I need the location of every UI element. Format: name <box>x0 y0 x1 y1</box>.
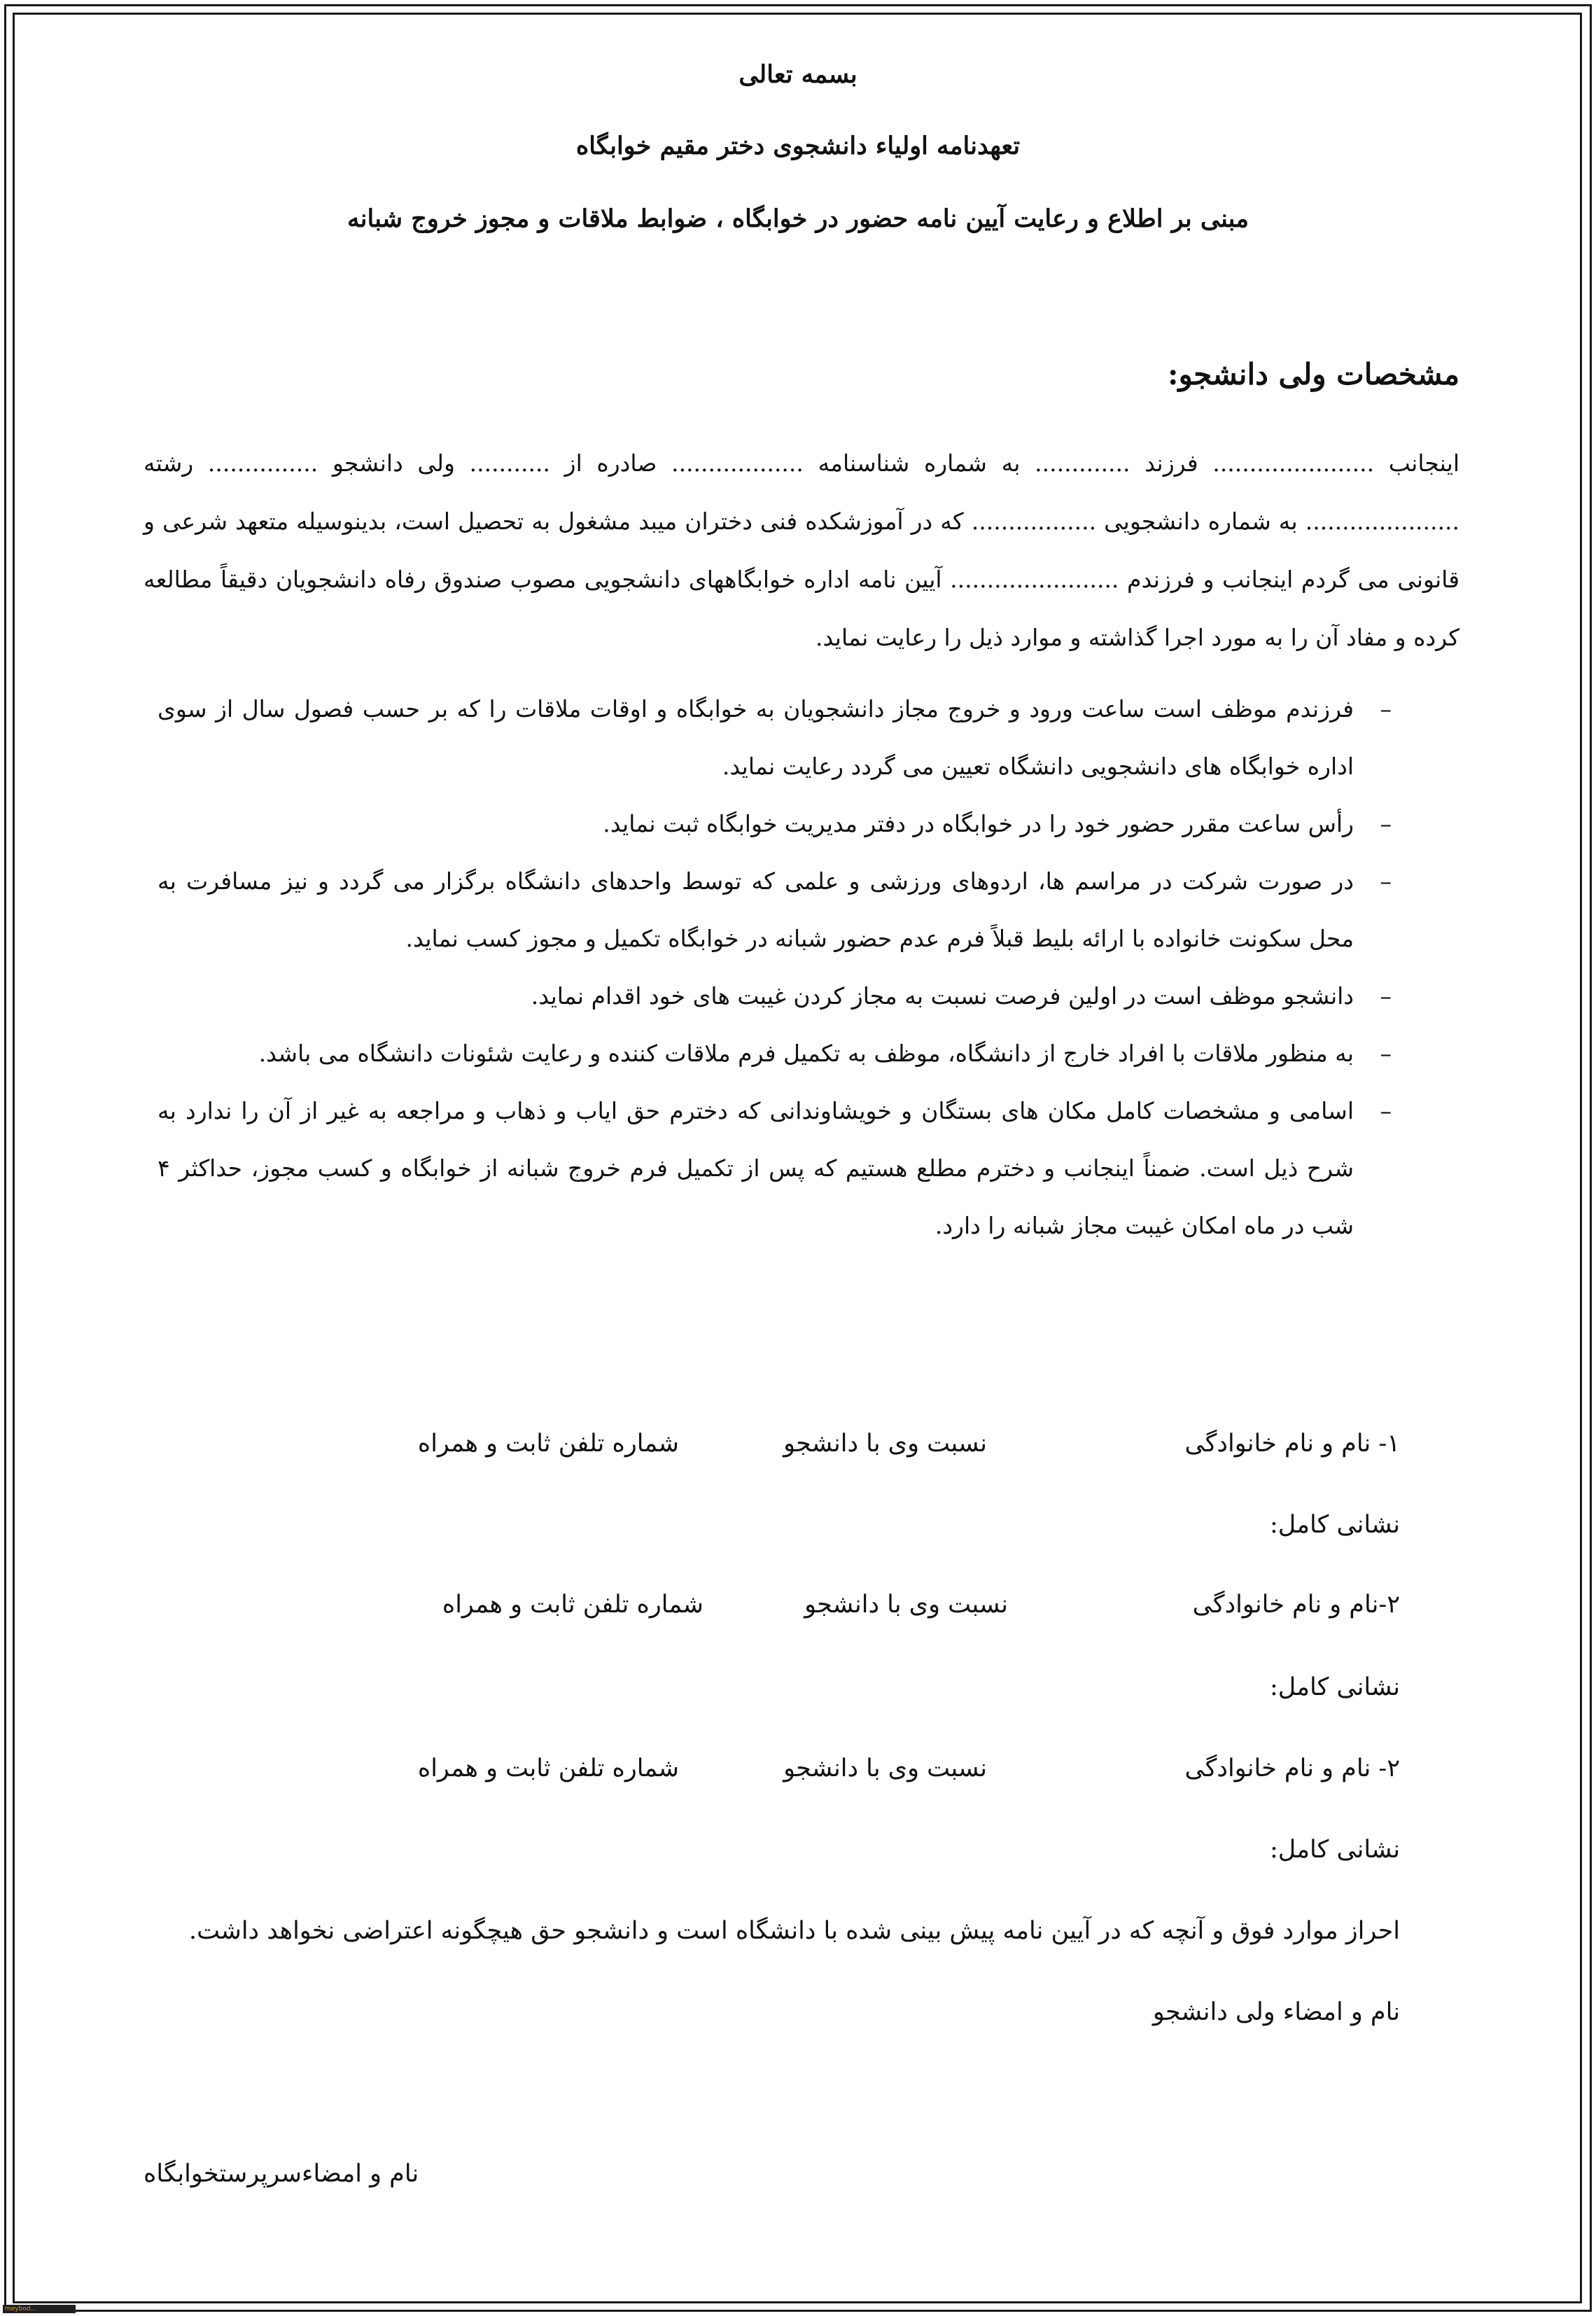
contact-relation-label: نسبت وی با دانشجو <box>783 1430 987 1458</box>
contact-name-label: ۱- نام و نام خانوادگی <box>1184 1430 1400 1458</box>
rule-item <box>158 1082 1392 1255</box>
contact-row <box>224 1430 1400 1472</box>
document-title: تعهدنامه اولیاء دانشجوی دختر مقیم خوابگاه <box>575 132 1021 160</box>
contact-address-label: نشانی کامل: <box>1269 1836 1400 1864</box>
contact-name-label: ۲- نام و نام خانوادگی <box>1184 1755 1400 1783</box>
rule-text: رأس ساعت مقرر حضور خود را در خوابگاه در دفتر مدیریت خوابگاه ثبت نماید. <box>603 810 1354 837</box>
bullet-dash: – <box>1380 810 1392 837</box>
rule-item <box>158 968 1392 1025</box>
contact-phone-label: شماره تلفن ثابت و همراه <box>417 1430 679 1458</box>
bullet-dash: – <box>1380 1040 1392 1067</box>
contact-row <box>224 1755 1400 1797</box>
bullet-dash: – <box>1380 982 1392 1010</box>
rule-item <box>158 1025 1392 1082</box>
invocation-heading: بسمه تعالی <box>738 60 858 89</box>
bullet-dash: – <box>1380 695 1392 723</box>
contact-address-label: نشانی کامل: <box>1269 1511 1400 1539</box>
guardian-commitment-paragraph: اینجانب ...................... فرزند ............. به شماره شناسنامه .................. صادره از ........... ولی دانشجو ............... رشته ..................... به شماره دانشجویی ................. که در آموزشکده فنی دختران میبد مشغول به تحصیل است، بدینوسیله متعهد شرعی و قانونی می گردم اینجانب و فرزندم ....................... آیین نامه اداره خوابگاههای دانشجویی مصوب صندوق رفاه دانشجویان دقیقاً مطالعه کرده و مفاد آن را به مورد اجرا گذاشته و موارد ذیل را رعایت نماید. <box>144 449 1460 651</box>
rule-item <box>158 681 1392 795</box>
supervisor-signature-label: نام و امضاءسرپرستخوابگاه <box>144 2160 419 2188</box>
rule-text: دانشجو موظف است در اولین فرصت نسبت به مجاز کردن غیبت های خود اقدام نماید. <box>531 982 1354 1010</box>
contact-phone-label: شماره تلفن ثابت و همراه <box>417 1755 679 1783</box>
rule-item <box>158 853 1392 968</box>
bullet-dash: – <box>1380 1097 1392 1124</box>
rule-text: اسامی و مشخصات کامل مکان های بستگان و خویشاوندانی که دخترم حق ایاب و ذهاب و مراجعه به غیر از آن را ندارد به شرح ذیل است. ضمناً اینجانب و دخترم مطلع هستیم که پس از تکمیل فرم خروج شبانه از خوابگاه و کسب مجوز، حداکثر ۴ شب در ماه امکان غیبت مجاز شبانه را دارد. <box>158 1097 1354 1239</box>
document-subtitle: مبنی بر اطلاع و رعایت آیین نامه حضور در خوابگاه ، ضوابط ملاقات و مجوز خروج شبانه <box>347 204 1249 233</box>
rule-text: در صورت شرکت در مراسم ها، اردوهای ورزشی و علمی که توسط واحدهای دانشگاه برگزار می گردد و نیز مسافرت به محل سکونت خانواده با ارائه بلیط قبلاً فرم عدم حضور شبانه در خوابگاه تکمیل و مجوز کسب نماید. <box>158 867 1354 952</box>
contact-relation-label: نسبت وی با دانشجو <box>804 1591 1008 1619</box>
contact-name-label: ۲-نام و نام خانوادگی <box>1192 1591 1400 1619</box>
guardian-section-title: مشخصات ولی دانشجو: <box>1167 357 1460 391</box>
bullet-dash: – <box>1380 867 1392 895</box>
guardian-signature-label: نام و امضاء ولی دانشجو <box>1152 1998 1400 2026</box>
rule-text: فرزندم موظف است ساعت ورود و خروج مجاز دانشجویان به خوابگاه و اوقات ملاقات را که بر حسب فصول سال از سوی اداره خوابگاه های دانشجویی دانشگاه تعیین می گردد رعایت نماید. <box>158 695 1354 780</box>
contact-relation-label: نسبت وی با دانشجو <box>783 1755 987 1783</box>
closing-statement: احراز موارد فوق و آنچه که در آیین نامه پیش بینی شده با دانشگاه است و دانشجو حق هیچگونه اعتراضی نخواهد داشت. <box>189 1917 1400 1945</box>
contact-phone-label: شماره تلفن ثابت و همراه <box>442 1591 704 1619</box>
watermark-stamp: meybod... <box>3 2305 76 2313</box>
contact-row <box>224 1591 1400 1633</box>
rules-list <box>158 681 1392 1255</box>
rule-item <box>158 795 1392 853</box>
contact-address-label: نشانی کامل: <box>1269 1673 1400 1701</box>
rule-text: به منظور ملاقات با افراد خارج از دانشگاه، موظف به تکمیل فرم ملاقات کننده و رعایت شئونات دانشگاه می باشد. <box>258 1040 1354 1067</box>
